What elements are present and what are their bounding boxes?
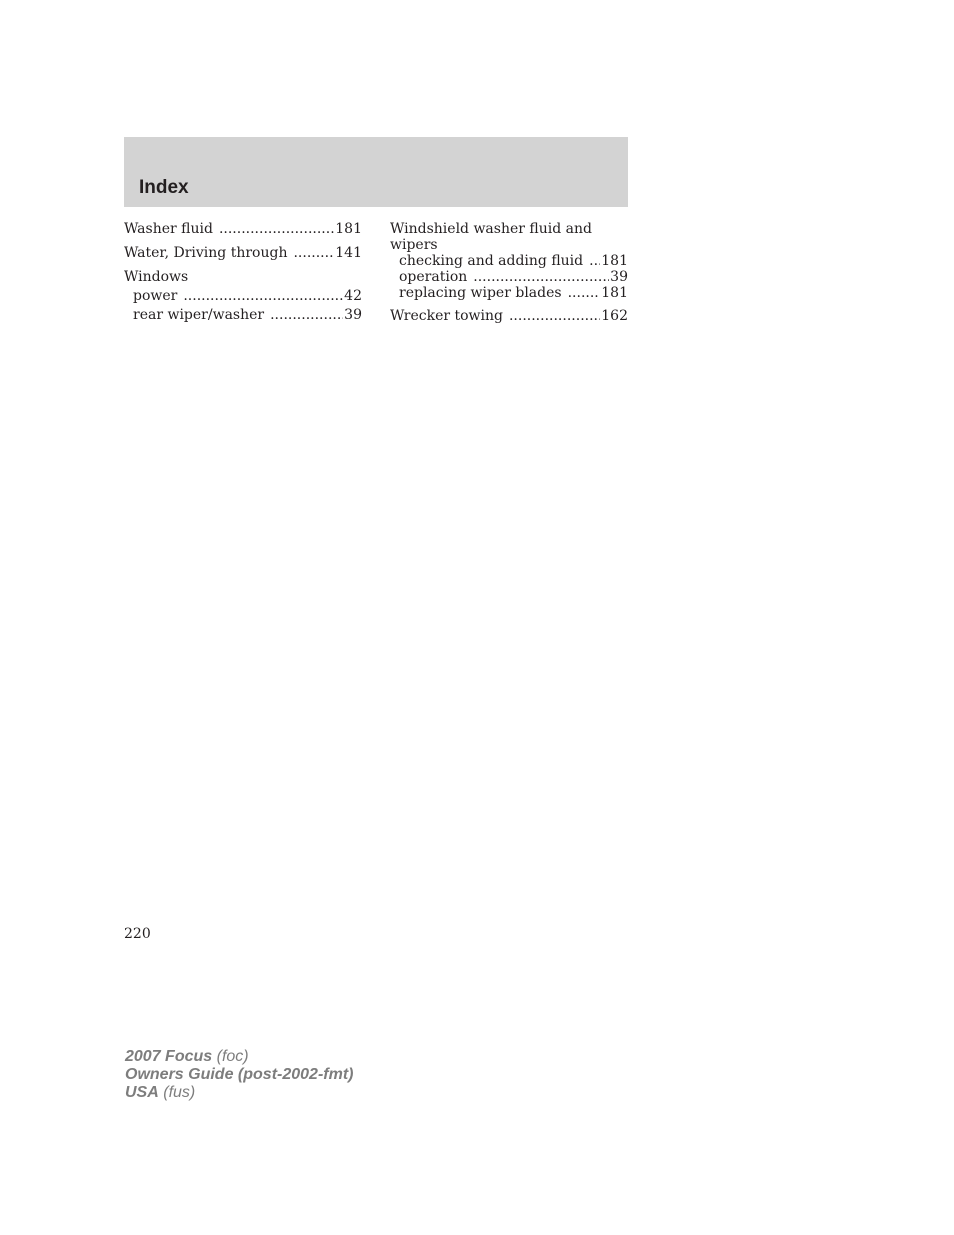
footer-model: 2007 Focus — [125, 1048, 213, 1065]
entry-term: Water, Driving through — [124, 245, 288, 261]
entry-term: Wrecker towing — [390, 308, 503, 324]
dot-leader — [183, 288, 343, 304]
index-column-left — [124, 221, 362, 323]
section-title: Index — [139, 177, 189, 198]
footer-market: USA — [125, 1084, 159, 1101]
dot-leader — [473, 269, 609, 285]
index-entry-washer-fluid — [124, 221, 362, 237]
footer-line-market — [125, 1084, 353, 1102]
index-subentry-operation — [390, 269, 628, 285]
footer-guide: Owners Guide (post-2002-fmt) — [125, 1066, 354, 1083]
section-header-band — [124, 137, 628, 207]
index-heading-windshield-line1: Windshield washer fluid and — [390, 221, 592, 237]
entry-page: 42 — [344, 288, 362, 304]
dot-leader — [509, 308, 600, 324]
index-subentry-power — [124, 288, 362, 304]
footer-line-guide — [125, 1066, 353, 1084]
index-subentry-rear-wiper — [124, 307, 362, 323]
index-subentry-replacing — [390, 285, 628, 301]
entry-page: 39 — [344, 307, 362, 323]
dot-leader — [589, 253, 600, 269]
index-entry-wrecker — [390, 308, 628, 324]
entry-term: operation — [399, 269, 468, 285]
dot-leader — [219, 221, 334, 237]
index-heading-windows: Windows — [124, 269, 189, 285]
entry-term: rear wiper/washer — [133, 307, 265, 323]
entry-page: 181 — [601, 253, 628, 269]
entry-term: checking and adding fluid — [399, 253, 584, 269]
index-column-right — [390, 221, 628, 324]
footer-line-model — [125, 1048, 353, 1066]
entry-page: 181 — [601, 285, 628, 301]
index-heading-windshield-line2: wipers — [390, 237, 438, 253]
document-footer — [125, 1048, 353, 1102]
index-subentry-checking — [390, 253, 628, 269]
entry-term: Washer fluid — [124, 221, 213, 237]
entry-term: power — [133, 288, 178, 304]
dot-leader — [568, 285, 601, 301]
entry-page: 141 — [335, 245, 362, 261]
entry-page: 39 — [610, 269, 628, 285]
entry-page: 162 — [601, 308, 628, 324]
footer-model-code: (foc) — [216, 1048, 249, 1065]
page-number: 220 — [124, 926, 151, 942]
entry-page: 181 — [335, 221, 362, 237]
dot-leader — [270, 307, 343, 323]
index-entry-water-driving — [124, 245, 362, 261]
footer-market-code: (fus) — [163, 1084, 196, 1101]
entry-term: replacing wiper blades — [399, 285, 562, 301]
dot-leader — [293, 245, 334, 261]
